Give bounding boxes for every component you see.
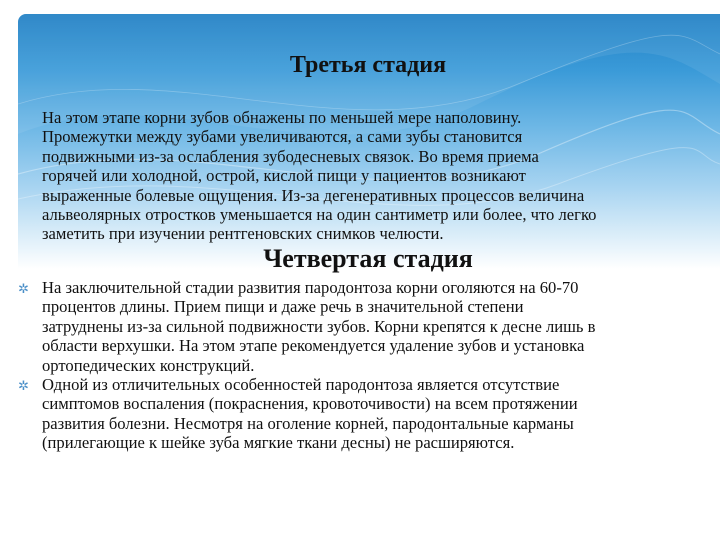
bullet-line: ортопедических конструкций. <box>42 355 255 375</box>
bullet-line: Одной из отличительных особенностей пародонтоза является отсутствие <box>42 375 560 395</box>
stage-three-paragraph <box>42 108 718 244</box>
list-item <box>18 375 718 453</box>
bullet-star-icon: ✲ <box>18 378 29 394</box>
bullet-line: затруднены из-за сильной подвижности зубов. Корни крепятся к десне лишь в <box>42 316 596 336</box>
bullet-line: области верхушки. На этом этапе рекомендуется удаление зубов и установка <box>42 336 585 356</box>
bullet-line: На заключительной стадии развития пародонтоза корни оголяются на 60-70 <box>42 278 579 297</box>
bullet-star-icon: ✲ <box>18 281 29 296</box>
bullet-list <box>18 278 718 453</box>
paragraph-line: выраженные болевые ощущения. Из-за дегенеративных процессов величина <box>42 185 585 205</box>
bullet-line: симптомов воспаления (покраснения, кровоточивости) на всем протяжении <box>42 394 578 414</box>
bullet-line: (прилегающие к шейке зуба мягкие ткани десны) не расширяются. <box>42 433 515 453</box>
paragraph-line: подвижными из-за ослабления зубодесневых связок. Во время приема <box>42 146 539 166</box>
paragraph-line: горячей или холодной, острой, кислой пищи у пациентов возникают <box>42 166 526 186</box>
paragraph-line: Промежутки между зубами увеличиваются, а сами зубы становится <box>42 127 523 147</box>
bullet-line: процентов длины. Прием пищи и даже речь в значительной степени <box>42 297 524 317</box>
paragraph-line: заметить при изучении рентгеновских снимков челюсти. <box>42 224 444 244</box>
paragraph-line: На этом этапе корни зубов обнажены по меньшей мере наполовину. <box>42 108 522 127</box>
bullet-line: развития болезни. Несмотря на оголение корней, пародонтальные карманы <box>42 413 574 433</box>
slide-title: Третья стадия <box>289 52 447 78</box>
paragraph-line: альвеолярных отростков уменьшается на один сантиметр или более, что легко <box>42 205 597 225</box>
list-item <box>18 278 718 375</box>
section-title: Четвертая стадия <box>263 244 473 273</box>
